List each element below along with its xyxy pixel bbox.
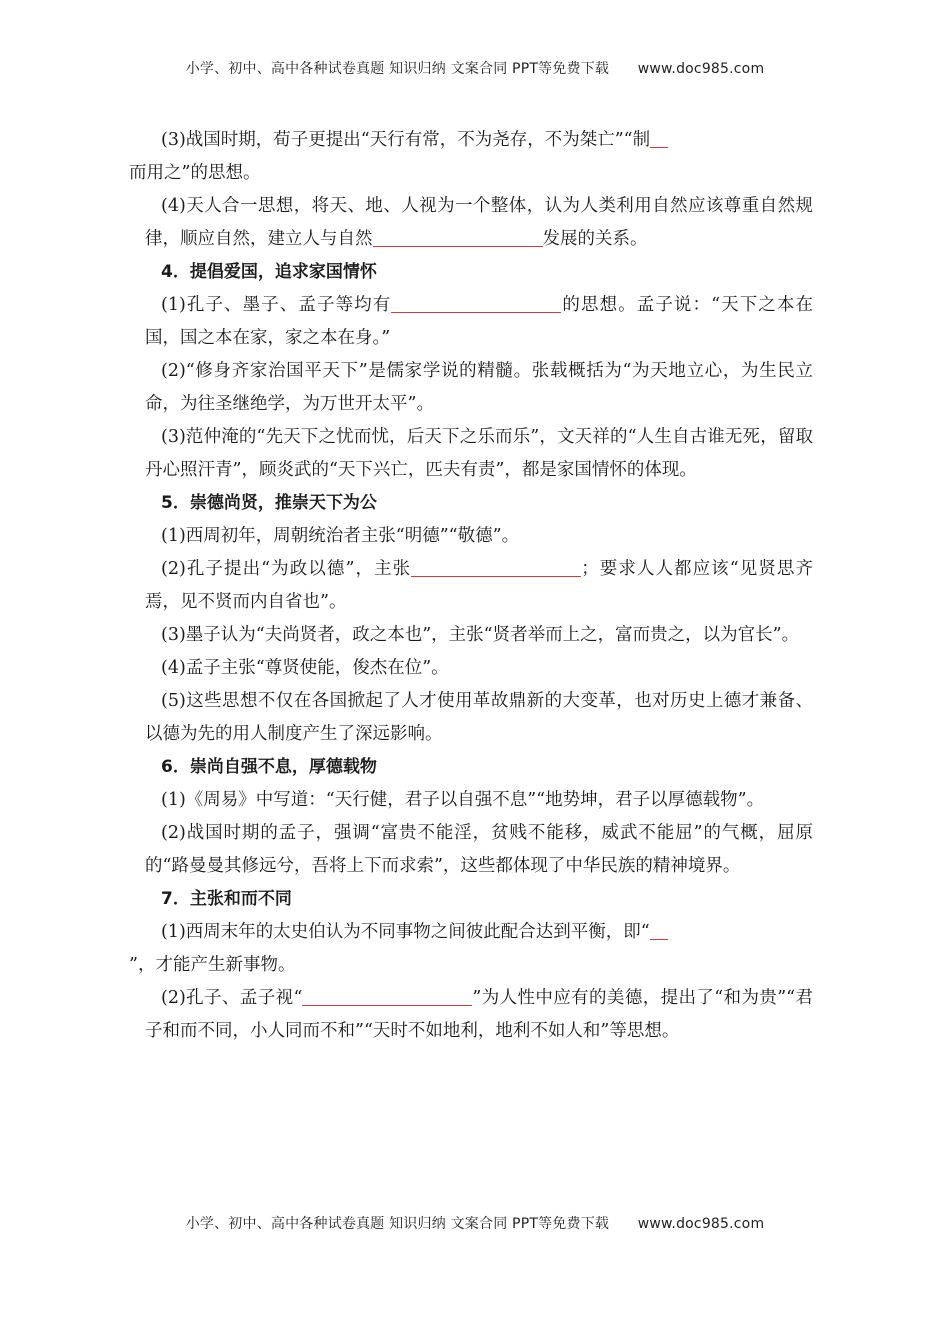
header-text: 小学、初中、高中各种试卷真题 知识归纳 文案合同 PPT等免费下载 bbox=[185, 61, 610, 77]
paragraph-4-2: (2)“修身齐家治国平天下”是儒家学说的精髓。张载概括为“为天地立心，为生民立命，为往圣继绝学，为万世开太平”。 bbox=[145, 361, 813, 414]
fill-blank[interactable] bbox=[373, 228, 543, 247]
paragraph-5-5: (5)这些思想不仅在各国掀起了人才使用革故鼎新的大变革，也对历史上德才兼备、以德为先的用人制度产生了深远影响。 bbox=[145, 691, 813, 744]
page-header bbox=[0, 58, 950, 78]
paragraph-4-1: (1)孔子、墨子、孟子等均有 的思想。孟子说：“天下之本在国，国之本在家，家之本在身。” bbox=[145, 295, 813, 348]
paragraph-5-2: (2)孔子提出“为政以德”，主张 ；要求人人都应该“见贤思齐焉，见不贤而内自省也”。 bbox=[145, 559, 813, 612]
section-heading-6: 6．崇尚自强不息，厚德载物 bbox=[161, 757, 377, 777]
paragraph-3-3: (3)战国时期，荀子更提出“天行有常，不为尧存，不为桀亡”“制 而用之”的思想。 bbox=[145, 124, 813, 190]
document-body bbox=[129, 124, 813, 1048]
section-heading-4: 4．提倡爱国，追求家国情怀 bbox=[161, 262, 377, 282]
fill-blank[interactable] bbox=[391, 294, 561, 313]
fill-blank[interactable] bbox=[302, 987, 472, 1006]
paragraph-4-3: (3)范仲淹的“先天下之忧而忧，后天下之乐而乐”，文天祥的“人生自古谁无死，留取丹心照汗青”，顾炎武的“天下兴亡，匹夫有责”，都是家国情怀的体现。 bbox=[145, 427, 813, 480]
paragraph-5-1: (1)西周初年，周朝统治者主张“明德”“敬德”。 bbox=[161, 526, 520, 546]
section-heading-5: 5．崇德尚贤，推崇天下为公 bbox=[161, 493, 377, 513]
fill-blank[interactable] bbox=[411, 558, 581, 577]
paragraph-6-2: (2)战国时期的孟子，强调“富贵不能淫，贫贱不能移，威武不能屈”的气概，屈原的“路曼曼其修远兮，吾将上下而求索”，这些都体现了中华民族的精神境界。 bbox=[145, 823, 813, 876]
paragraph-3-4: (4)天人合一思想，将天、地、人视为一个整体，认为人类利用自然应该尊重自然规律，顺应自然，建立人与自然 发展的关系。 bbox=[145, 196, 813, 249]
paragraph-7-2: (2)孔子、孟子视“ ”为人性中应有的美德，提出了“和为贵”“君子和而不同，小人同而不和”“天时不如地利，地利不如人和”等思想。 bbox=[145, 988, 813, 1041]
paragraph-5-3: (3)墨子认为“夫尚贤者，政之本也”，主张“贤者举而上之，富而贵之，以为官长”。 bbox=[161, 625, 800, 645]
fill-blank[interactable] bbox=[650, 921, 668, 940]
paragraph-6-1: (1)《周易》中写道：“天行健，君子以自强不息”“地势坤，君子以厚德载物”。 bbox=[161, 790, 765, 810]
page-footer bbox=[0, 1213, 950, 1233]
footer-url[interactable]: www.doc985.com bbox=[637, 1216, 765, 1232]
paragraph-5-4: (4)孟子主张“尊贤使能，俊杰在位”。 bbox=[161, 658, 449, 678]
header-url[interactable]: www.doc985.com bbox=[637, 61, 765, 77]
section-heading-7: 7．主张和而不同 bbox=[161, 889, 292, 909]
paragraph-7-1: (1)西周末年的太史伯认为不同事物之间彼此配合达到平衡，即“ ”，才能产生新事物。 bbox=[145, 916, 813, 982]
fill-blank[interactable] bbox=[650, 129, 668, 148]
footer-text: 小学、初中、高中各种试卷真题 知识归纳 文案合同 PPT等免费下载 bbox=[185, 1216, 610, 1232]
